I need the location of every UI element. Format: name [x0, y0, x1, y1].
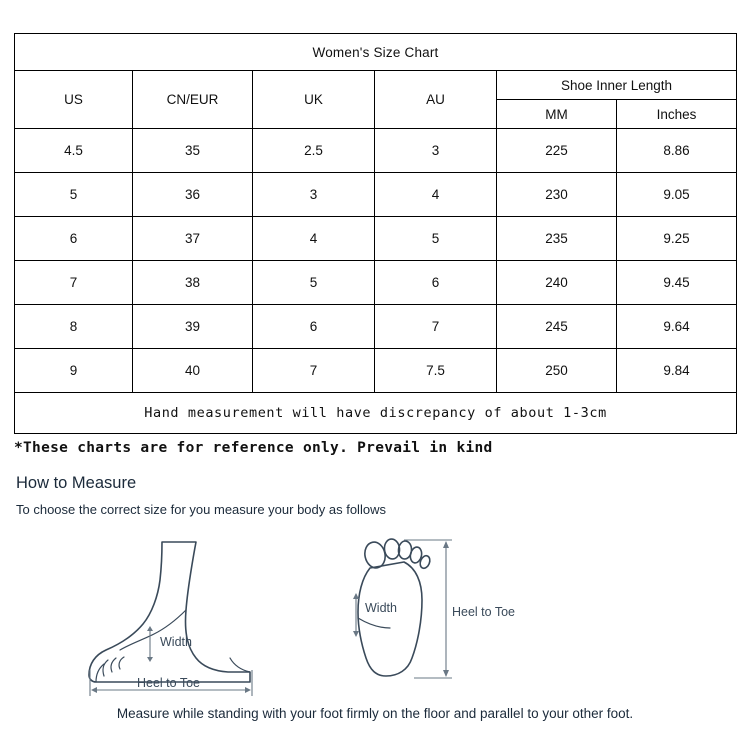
cell-au: 4 — [375, 173, 497, 217]
table-row — [15, 129, 737, 173]
cell-cneur: 38 — [133, 261, 253, 305]
cell-uk: 3 — [253, 173, 375, 217]
table-row — [15, 261, 737, 305]
cell-us: 7 — [15, 261, 133, 305]
cell-inches: 8.86 — [617, 129, 737, 173]
cell-mm: 250 — [497, 349, 617, 393]
cell-uk: 5 — [253, 261, 375, 305]
cell-us: 8 — [15, 305, 133, 349]
cell-au: 5 — [375, 217, 497, 261]
cell-us: 4.5 — [15, 129, 133, 173]
foot-side-view-icon — [89, 542, 250, 682]
measurement-diagrams — [0, 524, 750, 710]
cell-cneur: 40 — [133, 349, 253, 393]
cell-cneur: 37 — [133, 217, 253, 261]
table-row — [15, 173, 737, 217]
column-header-cneur: CN/EUR — [133, 71, 253, 129]
cell-au: 7.5 — [375, 349, 497, 393]
size-chart-table — [14, 33, 737, 434]
cell-inches: 9.84 — [617, 349, 737, 393]
cell-cneur: 36 — [133, 173, 253, 217]
hand-measurement-note: Hand measurement will have discrepancy of about 1-3cm — [15, 393, 737, 434]
cell-au: 6 — [375, 261, 497, 305]
column-header-au: AU — [375, 71, 497, 129]
cell-au: 7 — [375, 305, 497, 349]
table-row — [15, 305, 737, 349]
cell-uk: 4 — [253, 217, 375, 261]
table-footer-row — [15, 393, 737, 434]
measure-instruction-footer: Measure while standing with your foot firmly on the floor and parallel to your other foot. — [116, 706, 634, 721]
cell-us: 6 — [15, 217, 133, 261]
page-title: Women's Size Chart — [15, 34, 737, 71]
table-row — [15, 217, 737, 261]
cell-uk: 6 — [253, 305, 375, 349]
size-chart-container — [14, 33, 736, 434]
cell-mm: 245 — [497, 305, 617, 349]
table-header-row — [15, 71, 737, 100]
cell-inches: 9.45 — [617, 261, 737, 305]
top-length-label: Heel to Toe — [452, 605, 516, 619]
column-header-mm: MM — [497, 100, 617, 129]
column-header-shoe-inner-length: Shoe Inner Length — [497, 71, 737, 100]
cell-mm: 225 — [497, 129, 617, 173]
column-header-inches: Inches — [617, 100, 737, 129]
column-header-us: US — [15, 71, 133, 129]
cell-inches: 9.64 — [617, 305, 737, 349]
cell-uk: 2.5 — [253, 129, 375, 173]
table-title-row — [15, 34, 737, 71]
cell-inches: 9.05 — [617, 173, 737, 217]
cell-cneur: 35 — [133, 129, 253, 173]
top-width-label: Width — [365, 601, 397, 615]
cell-uk: 7 — [253, 349, 375, 393]
cell-au: 3 — [375, 129, 497, 173]
column-header-uk: UK — [253, 71, 375, 129]
side-width-label: Width — [160, 635, 192, 649]
side-length-label: Heel to Toe — [137, 676, 201, 690]
how-to-measure-title: How to Measure — [16, 474, 137, 492]
side-width-dimension — [147, 626, 153, 662]
how-to-measure-subtitle: To choose the correct size for you measure your body as follows — [16, 502, 386, 517]
cell-cneur: 39 — [133, 305, 253, 349]
cell-mm: 240 — [497, 261, 617, 305]
cell-mm: 230 — [497, 173, 617, 217]
table-row — [15, 349, 737, 393]
reference-only-note: *These charts are for reference only. Prevail in kind — [14, 440, 493, 456]
cell-mm: 235 — [497, 217, 617, 261]
cell-us: 9 — [15, 349, 133, 393]
cell-us: 5 — [15, 173, 133, 217]
cell-inches: 9.25 — [617, 217, 737, 261]
